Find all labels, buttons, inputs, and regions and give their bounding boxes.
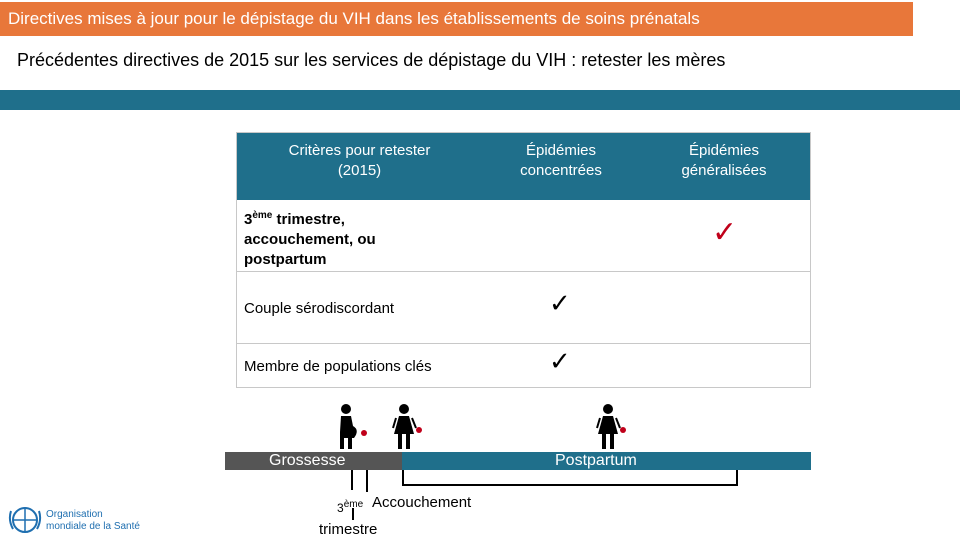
table-row bbox=[237, 200, 810, 272]
slide-title: Directives mises à jour pour le dépistage du VIH dans les établissements de soins prénatals bbox=[0, 2, 913, 36]
row-label-trimester: 3ème trimestre, accouchement, ou postpartum bbox=[244, 210, 376, 268]
mother-icon bbox=[392, 404, 426, 450]
check-icon: ✓ bbox=[549, 288, 571, 318]
row-label-serodiscordant: Couple sérodiscordant bbox=[244, 300, 395, 317]
header-concentrated: Épidémies concentrées bbox=[520, 142, 602, 179]
postpartum-label: Postpartum bbox=[555, 452, 637, 469]
header-generalized: Épidémies généralisées bbox=[681, 142, 767, 179]
row-label-key-populations: Membre de populations clés bbox=[244, 358, 432, 375]
who-logo-text: Organisation mondiale de la Santé bbox=[46, 509, 140, 532]
header-criteria: Critères pour retester (2015) bbox=[288, 142, 431, 179]
pregnant-woman-icon bbox=[336, 404, 370, 450]
check-icon: ✓ bbox=[712, 216, 738, 249]
trimester-label: trimestre bbox=[319, 521, 378, 538]
postpartum-bar bbox=[402, 452, 811, 470]
third-trimester-tick bbox=[351, 470, 353, 490]
postpartum-bracket bbox=[402, 470, 738, 486]
table-header-row bbox=[237, 133, 810, 200]
delivery-tick bbox=[366, 470, 368, 492]
pregnancy-bar bbox=[225, 452, 402, 470]
table-row bbox=[237, 344, 810, 387]
mother-postpartum-icon bbox=[596, 404, 630, 450]
table-row bbox=[237, 272, 810, 344]
check-icon: ✓ bbox=[549, 346, 571, 376]
who-logo-icon bbox=[8, 505, 42, 535]
third-trimester-label: 3ème bbox=[337, 499, 364, 515]
header-band bbox=[0, 90, 960, 110]
delivery-label: Accouchement bbox=[372, 494, 472, 511]
criteria-table bbox=[236, 132, 811, 388]
slide-subtitle: Précédentes directives de 2015 sur les services de dépistage du VIH : retester les mères bbox=[17, 50, 726, 70]
pregnancy-label: Grossesse bbox=[269, 452, 346, 469]
